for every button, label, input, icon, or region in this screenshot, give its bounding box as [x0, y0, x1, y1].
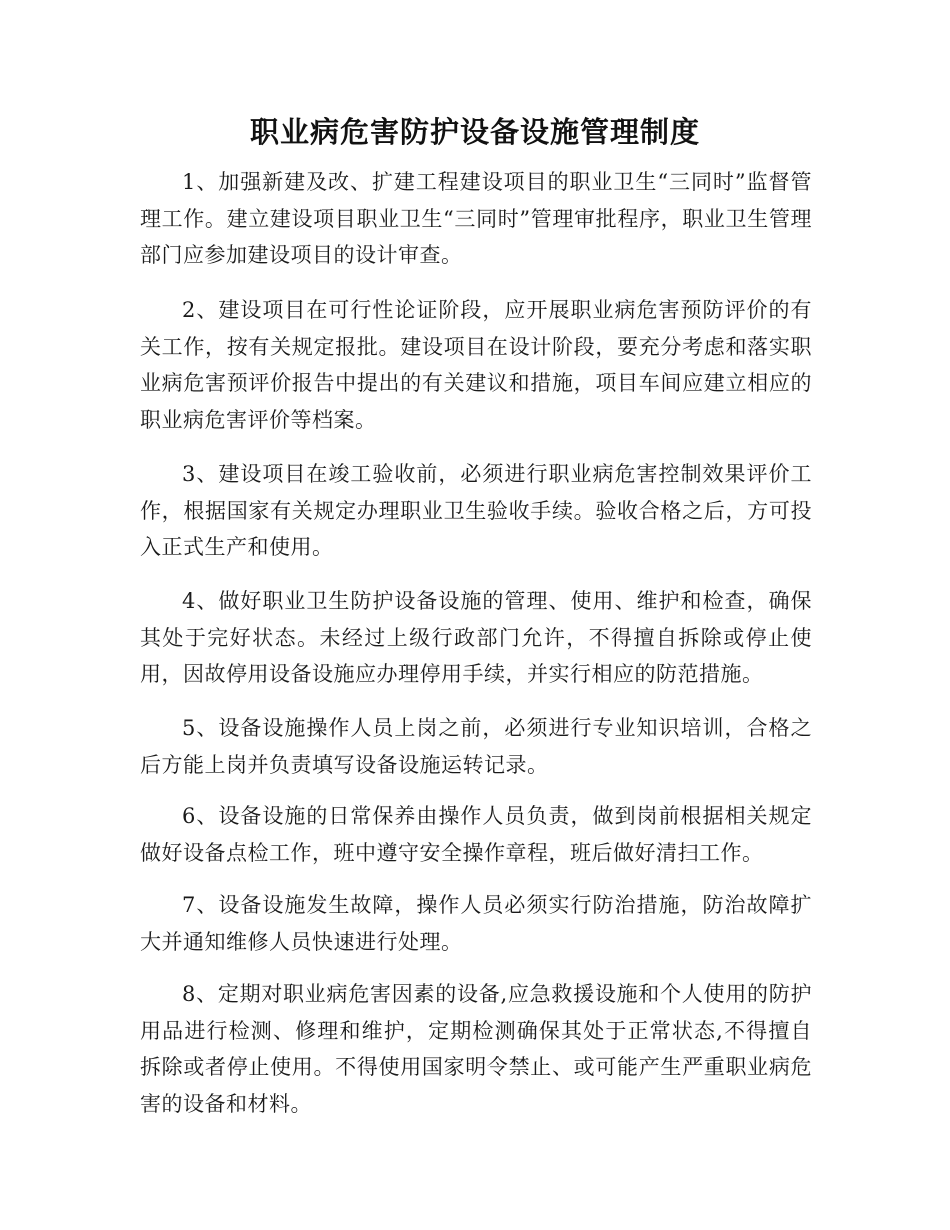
paragraph-7: 7、设备设施发生故障，操作人员必须实行防治措施，防治故障扩大并通知维修人员快速进行处理。	[140, 893, 812, 954]
paragraph-5: 5、设备设施操作人员上岗之前，必须进行专业知识培训，合格之后方能上岗并负责填写设备设施运转记录。	[140, 716, 812, 777]
document-title: 职业病危害防护设备设施管理制度	[249, 115, 700, 149]
paragraph-2: 2、建设项目在可行性论证阶段，应开展职业病危害预防评价的有关工作，按有关规定报批。建设项目在设计阶段，要充分考虑和落实职业病危害预评价报告中提出的有关建议和措施，项目车间应建立相应的职业病危害评价等档案。	[140, 298, 812, 432]
paragraph-8: 8、定期对职业病危害因素的设备,应急救援设施和个人使用的防护用品进行检测、修理和维护，定期检测确保其处于正常状态,不得擅自拆除或者停止使用。不得使用国家明令禁止、或可能产生严重职业病危害的设备和材料。	[140, 982, 812, 1116]
paragraph-4: 4、做好职业卫生防护设备设施的管理、使用、维护和检查，确保其处于完好状态。未经过上级行政部门允许，不得擅自拆除或停止使用，因故停用设备设施应办理停用手续，并实行相应的防范措施。	[140, 589, 812, 686]
paragraph-3: 3、建设项目在竣工验收前，必须进行职业病危害控制效果评价工作，根据国家有关规定办理职业卫生验收手续。验收合格之后，方可投入正式生产和使用。	[140, 462, 812, 559]
paragraph-6: 6、设备设施的日常保养由操作人员负责，做到岗前根据相关规定做好设备点检工作，班中遵守安全操作章程，班后做好清扫工作。	[140, 804, 812, 865]
paragraph-1: 1、加强新建及改、扩建工程建设项目的职业卫生“三同时”监督管理工作。建立建设项目职业卫生“三同时”管理审批程序，职业卫生管理部门应参加建设项目的设计审查。	[140, 170, 812, 267]
